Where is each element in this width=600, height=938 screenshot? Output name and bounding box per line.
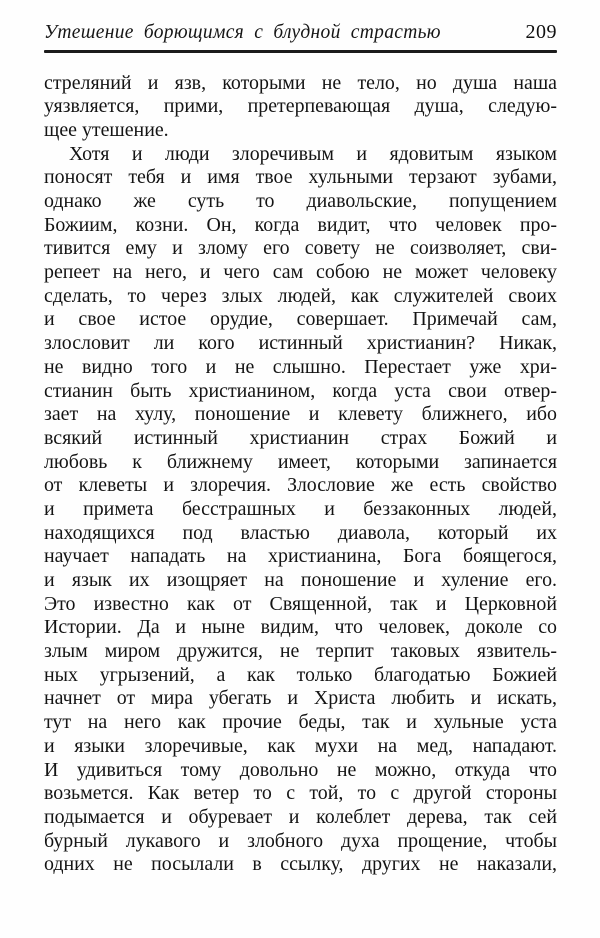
text-line: Хотя и люди злоречивым и ядовитым языком — [69, 142, 557, 165]
text-line: и язык их изощряет на поношение и хуление его. — [44, 569, 557, 592]
body-text — [44, 72, 557, 877]
running-header-title: Утешение борющимся с блудной страстью — [44, 22, 441, 43]
text-line: всякий истинный христианин страх Божий и — [44, 426, 557, 449]
text-line: злым миром дружится, не терпит таковых язвитель- — [44, 640, 557, 663]
text-line: и свое истое орудие, совершает. Примечай сам, — [44, 308, 557, 331]
text-line: тивится ему и злому его совету не соизволяет, сви- — [44, 237, 557, 260]
text-line: тут на него как прочие беды, так и хульные уста — [44, 711, 557, 734]
text-line: и языки злоречивые, как мухи на мед, нападают. — [44, 734, 557, 757]
text-line: Истории. Да и ныне видим, что человек, доколе со — [44, 616, 557, 639]
text-line: однако же суть то диавольские, попущением — [44, 190, 557, 213]
text-line: стреляний и язв, которыми не тело, но душа наша — [44, 71, 557, 94]
text-line: одних не посылали в ссылку, других не наказали, — [44, 853, 557, 876]
text-line: Это известно как от Священной, так и Церковной — [44, 592, 557, 615]
header-rule — [44, 50, 557, 53]
text-line: Божиим, козни. Он, когда видит, что человек про- — [44, 213, 557, 236]
text-line: щее утешение. — [44, 118, 169, 141]
page-number: 209 — [525, 21, 557, 43]
text-line: любовь к ближнему имеет, которыми запинается — [44, 450, 557, 473]
text-line: зает на хулу, поношение и клевету ближнего, ибо — [44, 403, 557, 426]
text-line: стианин быть христианином, когда уста свои отвер- — [44, 379, 557, 402]
text-line: злословит ли кого истинный христианин? Никак, — [44, 332, 557, 355]
text-line: находящихся под властью диавола, который их — [44, 521, 557, 544]
text-line: бурный лукавого и злобного духа прощение, чтобы — [44, 829, 557, 852]
running-header — [44, 21, 557, 50]
text-line: уязвляется, прими, претерпевающая душа, следую- — [44, 95, 557, 118]
text-line: поносят тебя и имя твое хульными терзают зубами, — [44, 166, 557, 189]
text-line: репеет на него, и чего сам собою не может человеку — [44, 261, 557, 284]
text-line: и примета бесстрашных и беззаконных людей, — [44, 497, 557, 520]
text-line: И удивиться тому довольно не можно, откуда что — [44, 758, 557, 781]
text-line: ных угрызений, а как только благодатью Божией — [44, 663, 557, 686]
text-line: сделать, то через злых людей, как служителей своих — [44, 284, 557, 307]
text-line: научает нападать на христианина, Бога боящегося, — [44, 545, 557, 568]
text-line: от клеветы и злоречия. Злословие же есть свойство — [44, 474, 557, 497]
text-line: возьмется. Как ветер то с той, то с другой стороны — [44, 782, 557, 805]
text-line: подымается и обуревает и колеблет дерева, так сей — [44, 805, 557, 828]
text-line: не видно того и не слышно. Перестает уже хри- — [44, 355, 557, 378]
text-line: начнет от мира убегать и Христа любить и искать, — [44, 687, 557, 710]
